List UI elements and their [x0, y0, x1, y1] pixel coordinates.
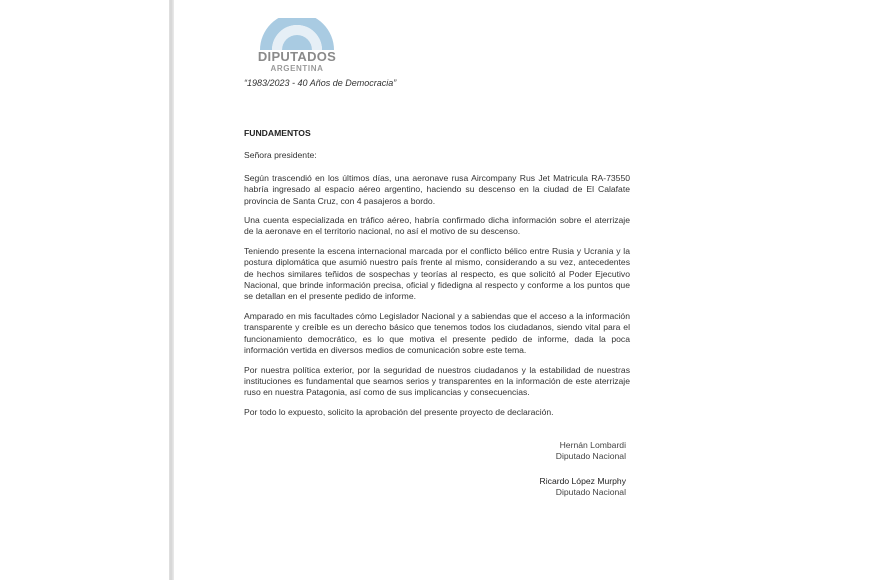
signatory-title: Diputado Nacional	[555, 487, 626, 498]
paragraph: Teniendo presente la escena internacional marcada por el conflicto bélico entre Rusia y Ucrania y la postura diplomática que asumió nuestro país frente al mismo, considerando a su vez, antecedentes de hechos similares teñidos de sospechas y teorías al respecto, es que solicitó al Poder Ejecutivo Nacional, que brinde información precisa, oficial y fidedigna al respecto y conforme a los puntos que se detallan en el presente pedido de informe.	[244, 245, 630, 302]
motto: “1983/2023 - 40 Años de Democracia”	[244, 78, 397, 88]
semicircle-flag-icon	[258, 18, 336, 50]
signature-block	[556, 440, 626, 463]
logo-title: DIPUTADOS	[257, 49, 337, 64]
paragraph: Según trascendió en los últimos días, una aeronave rusa Aircompany Rus Jet Matricula RA-73550 habría ingresado al espacio aéreo argentino, haciendo su descenso en la ciudad de El Calafate provincia de Santa Cruz, con 4 pasajeros a bordo.	[244, 172, 630, 206]
salutation: Señora presidente:	[244, 150, 317, 161]
paragraph: Amparado en mis facultades cómo Legislador Nacional y a sabiendas que el acceso a la información transparente y creíble es un derecho básico que tenemos todos los ciudadanos, siendo vital para el funcionamiento democrático, es lo que motiva el presente pedido de informe, dada la poca información vertida en diversos medios de comunicación sobre este tema.	[244, 310, 630, 356]
paragraph: Por todo lo expuesto, solicito la aprobación del presente proyecto de declaración.	[244, 406, 554, 417]
diputados-logo	[252, 18, 342, 78]
signatory-name: Ricardo López Murphy	[539, 476, 626, 486]
section-heading: FUNDAMENTOS	[244, 128, 311, 138]
paragraph: Una cuenta especializada en tráfico aéreo, habría confirmado dicha información sobre el aterrizaje de la aeronave en el territorio nacional, no así el motivo de su descenso.	[244, 215, 630, 237]
signatory-title: Diputado Nacional	[555, 451, 626, 462]
signatory-name: Hernán Lombardi	[559, 440, 626, 450]
paragraph: Por nuestra política exterior, por la seguridad de nuestros ciudadanos y la estabilidad de nuestras instituciones es fundamental que seamos serios y transparentes en la información de este aterrizaje ruso en nuestra Patagonia, así como de sus implicancias y consecuencias.	[244, 364, 630, 398]
document-body	[244, 128, 630, 426]
logo-subtitle: ARGENTINA	[270, 64, 324, 73]
signature-block	[540, 476, 626, 499]
